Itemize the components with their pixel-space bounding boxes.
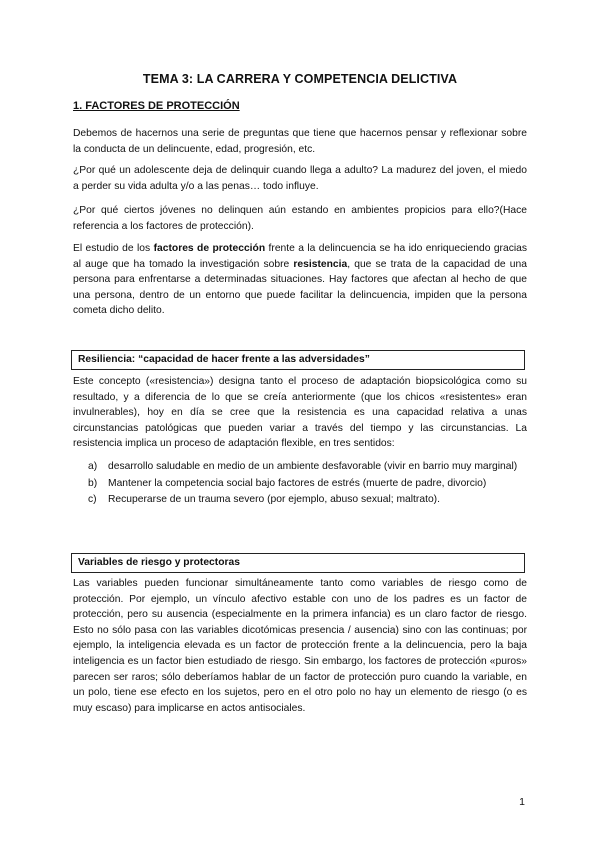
list-item-text: Recuperarse de un trauma severo (por ejemplo, abuso sexual; maltrato). [108,494,440,506]
term-factores-proteccion: factores de protección [153,243,266,254]
box-variables: Variables de riesgo y protectoras [71,553,525,573]
list-item [88,476,528,492]
list-marker: a) [88,461,98,472]
page-number: 1 [519,796,525,808]
paragraph-question-2: ¿Por qué ciertos jóvenes no delinquen aún estando en ambientes propicios para ello?(Hace referencia a los factores de protección). [73,205,527,232]
section-heading-factores: 1. FACTORES DE PROTECCIÓN [73,100,240,112]
term-resistencia: resistencia [293,258,348,270]
box-resiliencia: Resiliencia: “capacidad de hacer frente a las adversidades” [71,350,525,370]
paragraph-estudio-part-3: , que se trata de la capacidad de una persona para enfrentarse a determinadas situaciones. Hay factores que afectan al hecho de que una persona, dentro de un entorno que puede facilitar la delincuencia, impiden que la persona cometa dicho delito. [73,258,527,317]
page-title: TEMA 3: LA CARRERA Y COMPETENCIA DELICTIVA [142,72,458,86]
paragraph-estudio-part-1: El estudio de los [73,243,154,254]
list-marker: c) [88,494,97,506]
list-item [88,459,528,475]
paragraph-estudio [73,241,527,319]
paragraph-estudio-part-2: frente a la delincuencia se ha ido enriqueciendo gracias al auge que ha tomado la investigación sobre [73,243,528,270]
list-item-text: Mantener la competencia social bajo factores de estrés (muerte de padre, divorcio) [108,477,487,489]
paragraph-resiliencia: Este concepto («resistencia») designa tanto el proceso de adaptación biopsicológica como su resultado, y a diferencia de lo que se creía anteriormente (que los chicos «resistentes» eran invulnerables), hoy en día se cree que la resistencia es una capacidad relativa a unas circunstancias patológicas que pueden variar a través del tiempo y las circunstancias. La resistencia implica un proceso de adaptación flexible, en tres sentidos: [73,376,527,450]
list-item [88,492,528,508]
paragraph-intro: Debemos de hacernos una serie de preguntas que tiene que hacernos pensar y reflexionar sobre la conducta de un delincuente, edad, progresión, etc. [73,128,527,155]
list-resiliencia-senses [88,459,528,509]
list-item-text: desarrollo saludable en medio de un ambiente desfavorable (vivir en barrio muy marginal) [108,461,518,472]
paragraph-variables: Las variables pueden funcionar simultáneamente tanto como variables de riesgo como de protección. Por ejemplo, un vínculo afectivo estable con uno de los padres es un factor de protección, pero su ausencia (especialmente en la primera infancia) es un claro factor de riesgo. Esto no sólo pasa con las variables dicotómicas presencia / ausencia) sino con las continuas; por ejemplo, la inteligencia elevada es un factor de protección frente a la delincuencia, pero la baja inteligencia es un factor bien estudiado de riesgo. Sin embargo, los factores de protección «puros» parecen ser raros; sólo deberíamos hablar de un factor de protección puro cuando la variable, en un polo, tiene ese efecto en los sujetos, pero en el otro polo no hay un elemento de riesgo (o es muy escaso) para implicarse en actos antisociales. [73,578,527,714]
paragraph-question-1: ¿Por qué un adolescente deja de delinquir cuando llega a adulto? La madurez del joven, el miedo a perder su vida adulta y/o a las penas… todo influye. [73,165,527,192]
list-marker: b) [88,477,98,489]
